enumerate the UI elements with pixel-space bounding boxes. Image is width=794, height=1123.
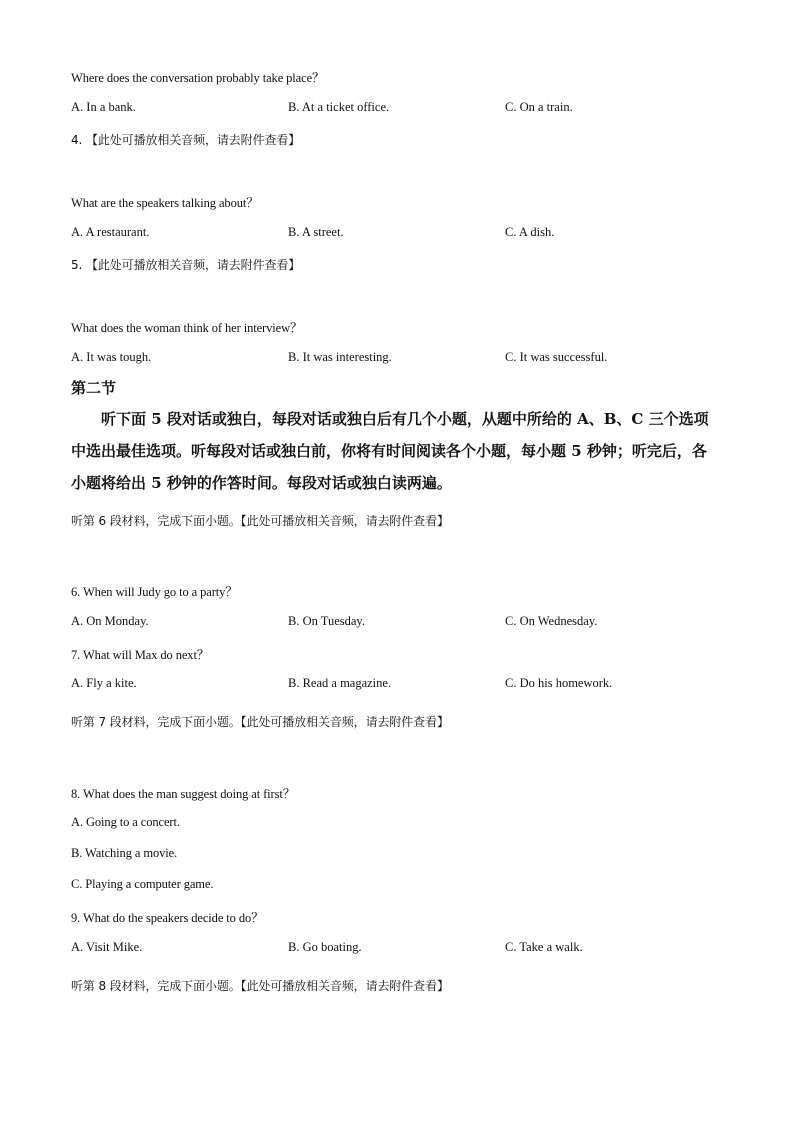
q8-option-c: C. Playing a computer game. bbox=[71, 877, 214, 891]
q9-stem: 9. What do the speakers decide to do？ bbox=[71, 911, 264, 925]
material-8-note: 听第 8 段材料，完成下面小题。【此处可播放相关音频，请去附件查看】 bbox=[71, 979, 449, 993]
q8-option-a: A. Going to a concert. bbox=[71, 815, 180, 829]
q7-option-a: A. Fly a kite. bbox=[71, 676, 137, 690]
q4-stem: What are the speakers talking about？ bbox=[71, 196, 259, 210]
q4-option-a: A. A restaurant. bbox=[71, 225, 150, 239]
q5-option-b: B. It was interesting. bbox=[288, 350, 392, 364]
q7-stem: 7. What will Max do next？ bbox=[71, 648, 210, 662]
q8-option-b: B. Watching a movie. bbox=[71, 846, 178, 860]
q9-option-b: B. Go boating. bbox=[288, 940, 362, 954]
q8-stem: 8. What does the man suggest doing at first？ bbox=[71, 787, 296, 801]
q9-option-a: A. Visit Mike. bbox=[71, 940, 143, 954]
q3-option-b: B. At a ticket office. bbox=[288, 100, 390, 114]
q5-audio-note: 5. 【此处可播放相关音频，请去附件查看】 bbox=[71, 258, 301, 272]
q3-stem: Where does the conversation probably take place？ bbox=[71, 71, 325, 85]
q6-option-a: A. On Monday. bbox=[71, 614, 149, 628]
q7-option-c: C. Do his homework. bbox=[505, 676, 613, 690]
q6-option-c: C. On Wednesday. bbox=[505, 614, 598, 628]
material-6-note: 听第 6 段材料，完成下面小题。【此处可播放相关音频，请去附件查看】 bbox=[71, 514, 449, 528]
q4-audio-note: 4. 【此处可播放相关音频，请去附件查看】 bbox=[71, 133, 301, 147]
section-title: 第二节 bbox=[71, 379, 117, 397]
q7-option-b: B. Read a magazine. bbox=[288, 676, 392, 690]
q5-option-c: C. It was successful. bbox=[505, 350, 608, 364]
q9-option-c: C. Take a walk. bbox=[505, 940, 583, 954]
q3-option-a: A. In a bank. bbox=[71, 100, 136, 114]
q4-option-b: B. A street. bbox=[288, 225, 344, 239]
section-instructions: 听下面 5 段对话或独白，每段对话或独白后有几个小题，从题中所给的 A、B、C 三个选项中选出最佳选项。听每段对话或独白前，你将有时间阅读各个小题，每小题 5 秒钟；听完后，各小题将给出 5 秒钟的作答时间。每段对话或独白读两遍。 bbox=[71, 410, 709, 492]
material-7-note: 听第 7 段材料，完成下面小题。【此处可播放相关音频，请去附件查看】 bbox=[71, 715, 449, 729]
q6-option-b: B. On Tuesday. bbox=[288, 614, 365, 628]
q4-option-c: C. A dish. bbox=[505, 225, 555, 239]
q3-option-c: C. On a train. bbox=[505, 100, 573, 114]
q5-stem: What does the woman think of her interview？ bbox=[71, 321, 303, 335]
q6-stem: 6. When will Judy go to a party？ bbox=[71, 585, 238, 599]
q5-option-a: A. It was tough. bbox=[71, 350, 152, 364]
